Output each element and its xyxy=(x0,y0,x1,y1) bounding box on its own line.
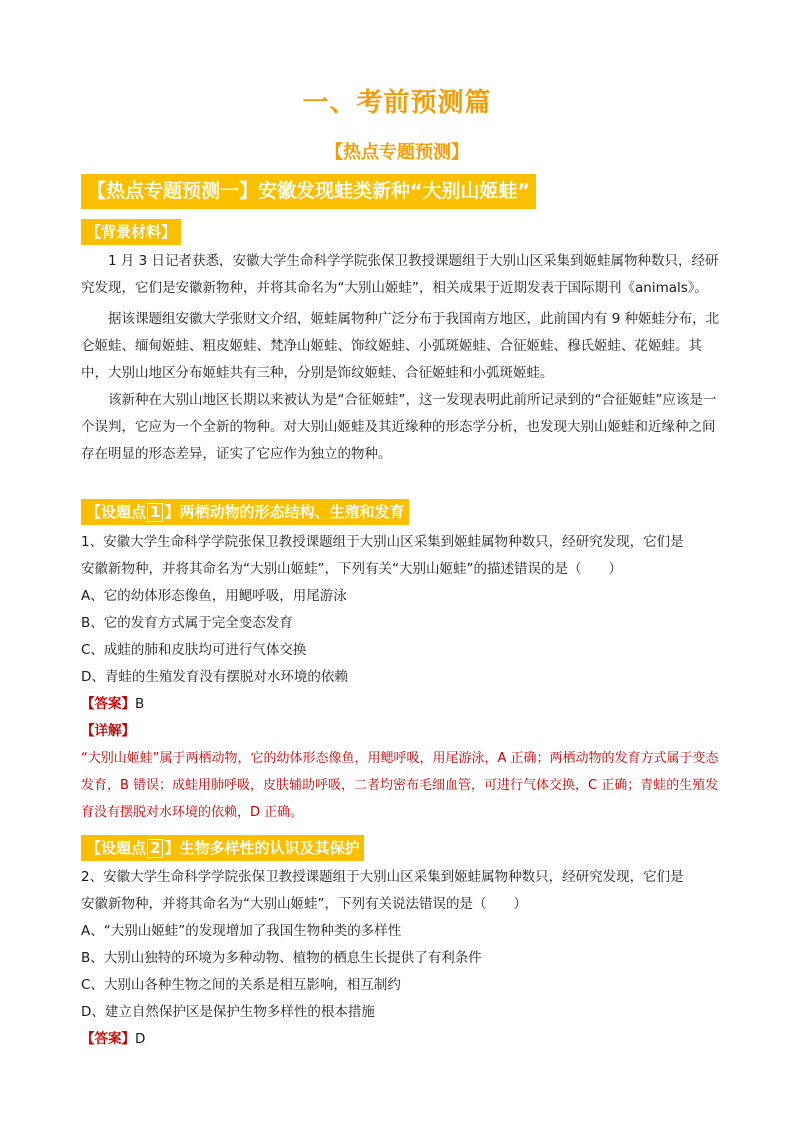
answer-value: B xyxy=(135,696,145,712)
question-point-2-tag xyxy=(81,835,364,861)
question-1-stem-line-2: 安徽新物种，并将其命名为“大别山姬蛙”，下列有关“大别山姬蛙”的描述错误的是（ ） xyxy=(81,561,622,577)
background-paragraph-1: 1 月 3 日记者获悉，安徽大学生命科学学院张保卫教授课题组于大别山区采集到姬蛙属物种数只，经研究发现，它们是安徽新物种，并将其命名为“大别山姬蛙”，相关成果于近期发表于国际期刊《animals》。 xyxy=(81,253,719,296)
question-point-1-tag xyxy=(81,499,409,525)
background-material xyxy=(81,248,721,468)
question-2-stem-line-2: 安徽新物种，并将其命名为“大别山姬蛙”，下列有关说法错误的是（ ） xyxy=(81,896,527,912)
question-1-answer xyxy=(81,691,144,718)
question-1-option-b: B、它的发育方式属于完全变态发育 xyxy=(81,615,293,631)
answer-label: 【答案】 xyxy=(81,1031,135,1047)
question-1-detail-label xyxy=(81,718,135,745)
question-1-stem-line-1: 1、安徽大学生命科学学院张保卫教授课题组于大别山区采集到姬蛙属物种数只，经研究发现，它们是 xyxy=(81,534,684,550)
background-label: 【背景材料】 xyxy=(81,219,181,245)
page-title: 一、考前预测篇 xyxy=(302,88,492,118)
question-2-option-a: A、“大别山姬蛙”的发现增加了我国生物种类的多样性 xyxy=(81,923,402,939)
question-2-stem-line-1: 2、安徽大学生命科学学院张保卫教授课题组于大别山区采集到姬蛙属物种数只，经研究发现，它们是 xyxy=(81,869,684,885)
question-1-option-a: A、它的幼体形态像鱼，用鳃呼吸，用尾游泳 xyxy=(81,588,347,604)
tag-number: 1 xyxy=(147,503,163,522)
background-paragraph-2: 据该课题组安徽大学张财文介绍，姬蛙属物种广泛分布于我国南方地区，此前国内有 9 种姬蛙分布，北仑姬蛙、缅甸姬蛙、粗皮姬蛙、梵净山姬蛙、饰纹姬蛙、小弧斑姬蛙、合征姬蛙、穆氏姬蛙、花姬蛙。其中，大别山地区分布姬蛙共有三种，分别是饰纹姬蛙、合征姬蛙和小弧斑姬蛙。 xyxy=(81,311,720,381)
question-1-option-c: C、成蛙的肺和皮肤均可进行气体交换 xyxy=(81,642,307,658)
question-2-option-c: C、大别山各种生物之间的关系是相互影响，相互制约 xyxy=(81,977,401,993)
answer-value: D xyxy=(135,1031,146,1047)
tag-topic: 】两栖动物的形态结构、生殖和发育 xyxy=(164,502,405,521)
detail-label: 【详解】 xyxy=(81,723,135,739)
question-2-answer xyxy=(81,1026,145,1053)
tag-prefix: 【设题点 xyxy=(86,502,147,521)
tag-topic: 】生物多样性的认识及其保护 xyxy=(164,838,360,857)
section-subtitle: 【热点专题预测】 xyxy=(325,142,469,163)
tag-prefix: 【设题点 xyxy=(86,838,147,857)
background-paragraph-3: 该新种在大别山地区长期以来被认为是“合征姬蛙”，这一发现表明此前所记录到的“合征姬蛙”应该是一个误判，它应为一个全新的物种。对大别山姬蛙及其近缘种的形态学分析，也发现大别山姬蛙和近缘种之间存在明显的形态差异，证实了它应作为独立的物种。 xyxy=(81,392,717,462)
question-2-option-d: D、建立自然保护区是保护生物多样性的根本措施 xyxy=(81,1004,375,1020)
topic-heading: 【热点专题预测一】安徽发现蛙类新种“大别山姬蛙” xyxy=(81,174,536,209)
question-1-explanation xyxy=(81,745,721,826)
tag-number: 2 xyxy=(147,839,163,858)
answer-label: 【答案】 xyxy=(81,696,135,712)
explanation-text: “大别山姬蛙”属于两栖动物，它的幼体形态像鱼，用鳃呼吸，用尾游泳，A 正确；两栖动物的发育方式属于变态发育，B 错误；成蛙用肺呼吸，皮肤辅助呼吸，二者均密布毛细血管，可进行气体交换，C 正确；青蛙的生殖发育没有摆脱对水环境的依赖，D 正确。 xyxy=(81,751,719,820)
question-2-option-b: B、大别山独特的环境为多种动物、植物的栖息生长提供了有利条件 xyxy=(81,950,482,966)
question-1-option-d: D、青蛙的生殖发育没有摆脱对水环境的依赖 xyxy=(81,669,348,685)
